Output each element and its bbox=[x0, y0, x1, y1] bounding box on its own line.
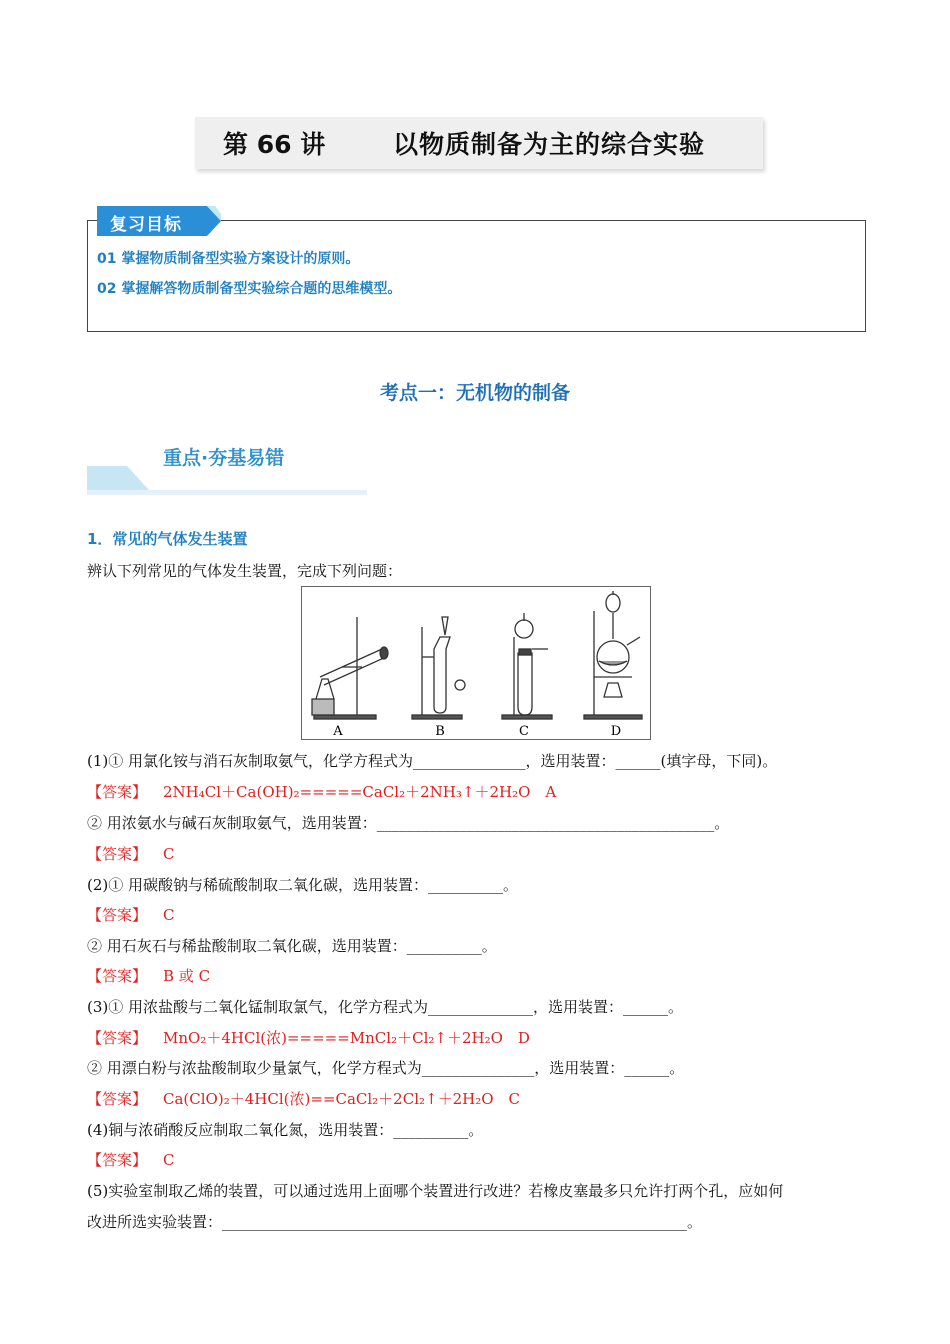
intro-text: 辨认下列常见的气体发生装置，完成下列问题： bbox=[87, 562, 403, 580]
subsection-title: 重点·夯基易错 bbox=[163, 447, 285, 469]
goal-tag-label: 复习目标 bbox=[110, 215, 182, 235]
question-4: (4)铜与浓硝酸反应制取二氧化氮，选用装置：__________。 bbox=[87, 1121, 484, 1139]
label-b: B bbox=[435, 724, 445, 739]
question-5-line1: (5)实验室制取乙烯的装置，可以通过选用上面哪个装置进行改进？若橡皮塞最多只允许打两个孔，应如何 bbox=[87, 1182, 784, 1200]
section-title: 考点一：无机物的制备 bbox=[379, 382, 570, 404]
answer-2b bbox=[87, 965, 210, 986]
answer-text: C bbox=[163, 906, 175, 924]
question-2b: ② 用石灰石与稀盐酸制取二氧化碳，选用装置：__________。 bbox=[87, 937, 497, 955]
answer-text: 2NH₄Cl＋Ca(OH)₂=====CaCl₂＋2NH₃↑＋2H₂O A bbox=[163, 783, 557, 801]
goal-item-2: 02 掌握解答物质制备型实验综合题的思维模型。 bbox=[97, 281, 402, 297]
answer-text: C bbox=[163, 1151, 175, 1169]
page-title: 以物质制备为主的综合实验 bbox=[393, 130, 706, 159]
answer-2a bbox=[87, 904, 175, 925]
label-c: C bbox=[519, 724, 529, 739]
answer-text: Ca(ClO)₂＋4HCl(浓)==CaCl₂＋2Cl₂↑＋2H₂O C bbox=[163, 1090, 520, 1108]
answer-tag: 【答案】 bbox=[87, 845, 148, 863]
answer-1a bbox=[87, 781, 556, 802]
review-goals-box bbox=[87, 220, 866, 332]
goal-item-1: 01 掌握物质制备型实验方案设计的原则。 bbox=[97, 251, 360, 267]
answer-3b bbox=[87, 1088, 520, 1109]
answer-tag: 【答案】 bbox=[87, 1029, 148, 1047]
heading-gas-apparatus: 1．常见的气体发生装置 bbox=[87, 530, 248, 548]
question-1b: ② 用浓氨水与碱石灰制取氨气，选用装置：_____________________________________________。 bbox=[87, 814, 730, 832]
answer-1b bbox=[87, 843, 175, 864]
answer-text: B 或 C bbox=[163, 967, 211, 985]
answer-tag: 【答案】 bbox=[87, 783, 148, 801]
apparatus-drawing bbox=[302, 587, 650, 739]
label-a: A bbox=[333, 724, 343, 739]
answer-3a bbox=[87, 1027, 530, 1048]
question-3a: (3)① 用浓盐酸与二氧化锰制取氯气，化学方程式为______________，选用装置：______。 bbox=[87, 998, 684, 1016]
label-d: D bbox=[610, 724, 622, 739]
question-1a: (1)① 用氯化铵与消石灰制取氨气，化学方程式为_______________，选用装置：______(填字母，下同)。 bbox=[87, 752, 778, 770]
answer-tag: 【答案】 bbox=[87, 906, 148, 924]
subtitle-decoration bbox=[87, 466, 367, 496]
answer-tag: 【答案】 bbox=[87, 1151, 148, 1169]
lecture-number: 第 66 讲 bbox=[223, 130, 326, 159]
answer-tag: 【答案】 bbox=[87, 1090, 148, 1108]
apparatus-figure bbox=[301, 586, 651, 740]
question-3b: ② 用漂白粉与浓盐酸制取少量氯气，化学方程式为_______________，选用装置：______。 bbox=[87, 1059, 685, 1077]
answer-text: MnO₂＋4HCl(浓)=====MnCl₂＋Cl₂↑＋2H₂O D bbox=[163, 1029, 530, 1047]
answer-4 bbox=[87, 1149, 175, 1170]
question-2a: (2)① 用碳酸钠与稀硫酸制取二氧化碳，选用装置：__________。 bbox=[87, 876, 519, 894]
title-banner bbox=[195, 117, 763, 169]
answer-tag: 【答案】 bbox=[87, 967, 148, 985]
answer-text: C bbox=[163, 845, 175, 863]
question-5-line2: 改进所选实验装置：______________________________________________________________。 bbox=[87, 1213, 703, 1231]
